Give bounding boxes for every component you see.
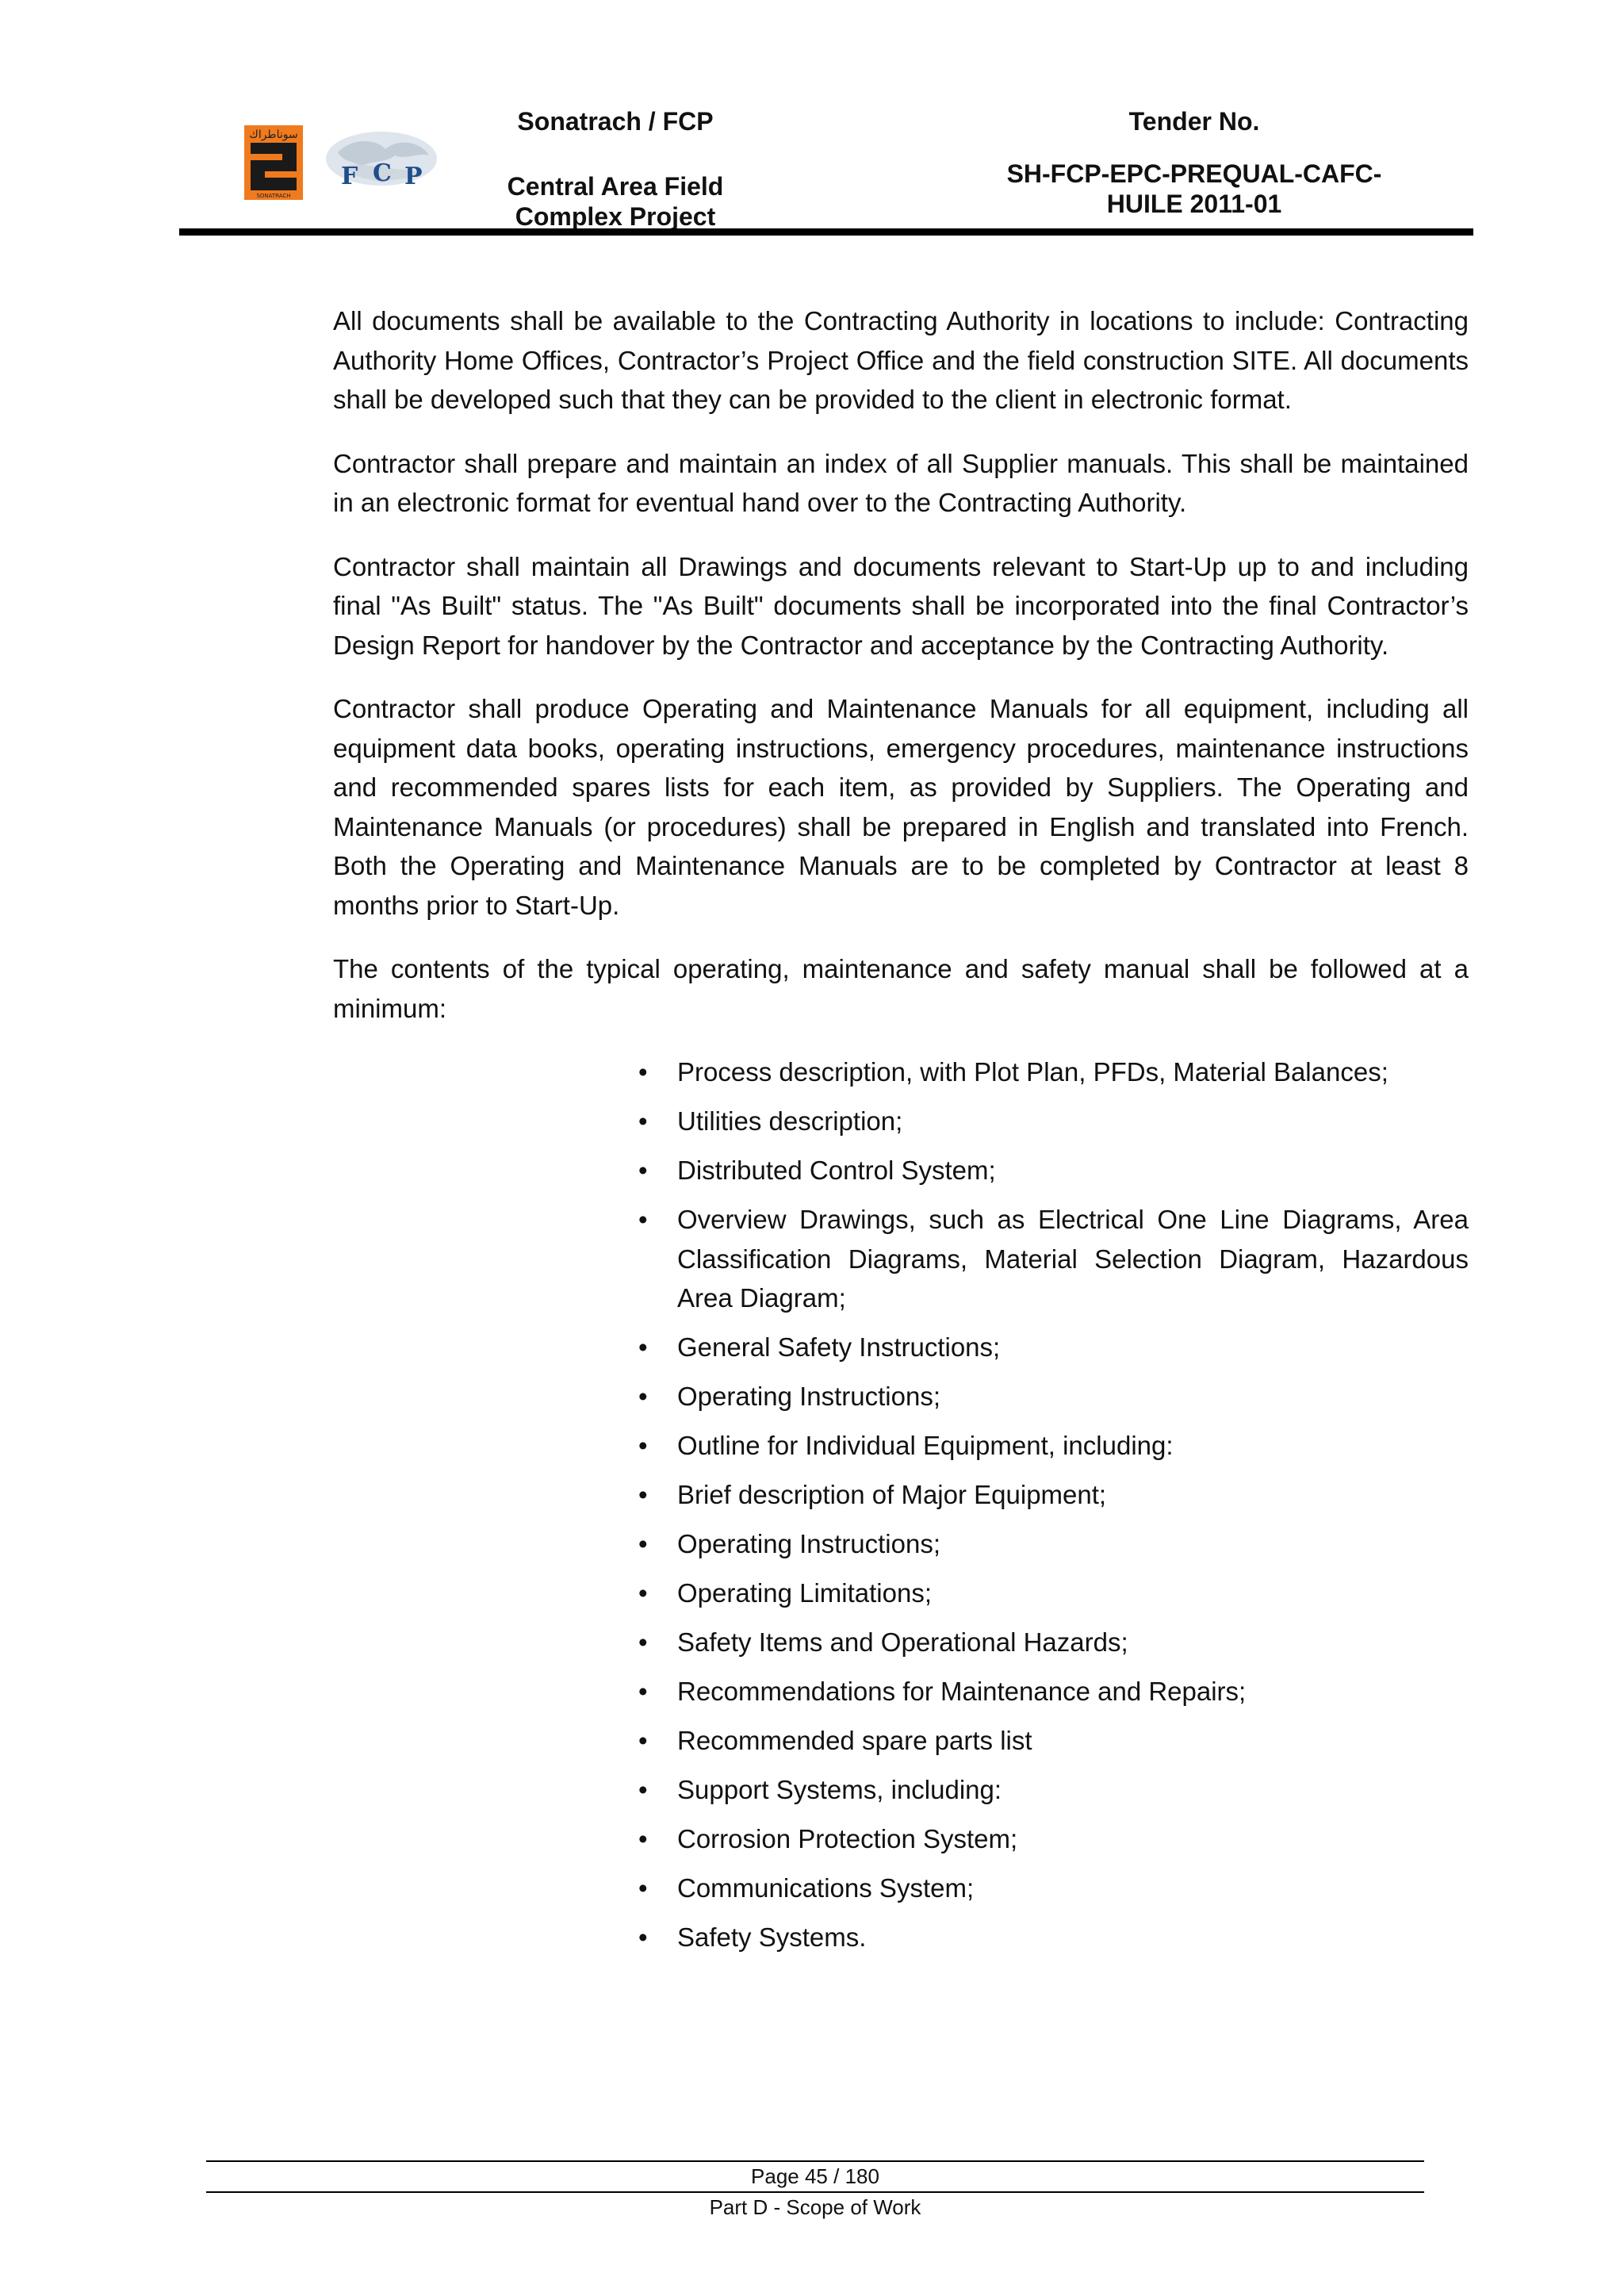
list-item-text: Corrosion Protection System;	[677, 1824, 1018, 1853]
list-item	[638, 1770, 1469, 1810]
document-body	[333, 301, 1469, 1967]
sonatrach-logo-arabic: سوناطراك	[249, 128, 298, 141]
page-footer	[206, 2159, 1424, 2222]
paragraph-as-built-documents: Contractor shall maintain all Drawings and documents relevant to Start-Up up to and including final "As Built" status. The "As Built" documents shall be incorporated into the final Contractor’s Design Report for handover by the Contractor and acceptance by the Contracting Authority.	[333, 551, 1469, 660]
bullet-icon: •	[638, 1922, 648, 1952]
list-item-text: Utilities description;	[677, 1106, 903, 1136]
list-item-text: Process description, with Plot Plan, PFDs, Material Balances;	[677, 1057, 1388, 1087]
footer-document-part: Part D - Scope of Work	[709, 2195, 921, 2219]
list-item	[638, 1819, 1469, 1859]
list-item-text: Outline for Individual Equipment, including:	[677, 1431, 1174, 1460]
paragraph-supplier-manuals-index: Contractor shall prepare and maintain an index of all Supplier manuals. This shall be maintained in an electronic format for eventual hand over to the Contracting Authority.	[333, 448, 1469, 517]
bullet-icon: •	[638, 1627, 648, 1657]
list-item-text: Safety Items and Operational Hazards;	[677, 1627, 1128, 1657]
bullet-icon: •	[638, 1775, 648, 1804]
list-item-text: General Safety Instructions;	[677, 1332, 1001, 1362]
header-tender-number-line1: SH-FCP-EPC-PREQUAL-CAFC-	[1006, 159, 1382, 188]
bullet-icon: •	[638, 1677, 648, 1706]
bullet-icon: •	[638, 1057, 648, 1087]
list-item	[638, 1151, 1469, 1190]
fcp-logo-letter-f: F	[341, 163, 358, 190]
list-item-text: Operating Instructions;	[677, 1382, 940, 1411]
list-item-text: Recommended spare parts list	[677, 1726, 1032, 1755]
sonatrach-logo-latin: SONATRACH	[256, 193, 291, 199]
bullet-icon: •	[638, 1529, 648, 1558]
list-item-text: Recommendations for Maintenance and Repairs;	[677, 1677, 1247, 1706]
header-tender-label: Tender No.	[1128, 107, 1260, 136]
list-item-text: Operating Instructions;	[677, 1529, 940, 1558]
list-item	[638, 1623, 1469, 1662]
list-item	[638, 1573, 1469, 1613]
footer-page-number: Page 45 / 180	[751, 2164, 879, 2188]
bullet-icon: •	[638, 1480, 648, 1509]
header-organization: Sonatrach / FCP	[517, 107, 714, 136]
header-project-name: Central Area Field Complex Project	[507, 172, 724, 231]
list-item-text: Overview Drawings, such as Electrical One Line Diagrams, Area Classification Diagrams, Material Selection Diagram, Hazardous Area Diagram;	[677, 1205, 1469, 1313]
bullet-icon: •	[638, 1156, 648, 1185]
paragraph-manual-contents-intro: The contents of the typical operating, maintenance and safety manual shall be followed at a minimum:	[333, 954, 1469, 1023]
list-item-text: Brief description of Major Equipment;	[677, 1480, 1107, 1509]
header-divider	[179, 228, 1473, 236]
list-item	[638, 1426, 1469, 1466]
bullet-icon: •	[638, 1873, 648, 1903]
list-item	[638, 1721, 1469, 1761]
bullet-icon: •	[638, 1578, 648, 1608]
fcp-logo	[322, 128, 441, 200]
list-item	[638, 1918, 1469, 1957]
list-item	[638, 1200, 1469, 1318]
list-item-text: Safety Systems.	[677, 1922, 867, 1952]
list-item	[638, 1672, 1469, 1711]
header-tender-number	[972, 159, 1416, 219]
list-item	[638, 1328, 1469, 1367]
bullet-icon: •	[638, 1431, 648, 1460]
fcp-logo-letter-c: C	[373, 159, 392, 187]
header-tender-number-line2: HUILE 2011-01	[1106, 190, 1282, 218]
list-item-text: Communications System;	[677, 1873, 975, 1903]
list-item	[638, 1524, 1469, 1564]
list-item	[638, 1869, 1469, 1908]
page-header	[179, 95, 1473, 230]
list-item-text: Support Systems, including:	[677, 1775, 1002, 1804]
bullet-icon: •	[638, 1726, 648, 1755]
sonatrach-logo	[244, 125, 303, 200]
paragraph-document-availability: All documents shall be available to the Contracting Authority in locations to include: Contracting Authority Home Offices, Contractor’s Project Office and the field construction SITE. All documents shall be developed such that they can be provided to the client in electronic format.	[333, 306, 1469, 414]
bullet-icon: •	[638, 1332, 648, 1362]
list-item	[638, 1102, 1469, 1141]
bullet-icon: •	[638, 1824, 648, 1853]
list-item	[638, 1475, 1469, 1515]
fcp-logo-letter-p: P	[404, 163, 423, 190]
list-item	[638, 1377, 1469, 1416]
list-item-text: Distributed Control System;	[677, 1156, 996, 1185]
paragraph-operating-maintenance-manuals: Contractor shall produce Operating and Maintenance Manuals for all equipment, including all equipment data books, operating instructions, emergency procedures, maintenance instructions and recommended spares lists for each item, as provided by Suppliers. The Operating and Maintenance Manuals (or procedures) shall be prepared in English and translated into French. Both the Operating and Maintenance Manuals are to be completed by Contractor at least 8 months prior to Start-Up.	[333, 694, 1469, 920]
footer-middle-rule	[206, 2191, 1424, 2193]
manual-contents-list	[333, 1052, 1469, 1957]
footer-top-rule	[206, 2160, 1424, 2162]
bullet-icon: •	[638, 1382, 648, 1411]
bullet-icon: •	[638, 1205, 648, 1234]
bullet-icon: •	[638, 1106, 648, 1136]
list-item	[638, 1052, 1469, 1092]
list-item-text: Operating Limitations;	[677, 1578, 932, 1608]
